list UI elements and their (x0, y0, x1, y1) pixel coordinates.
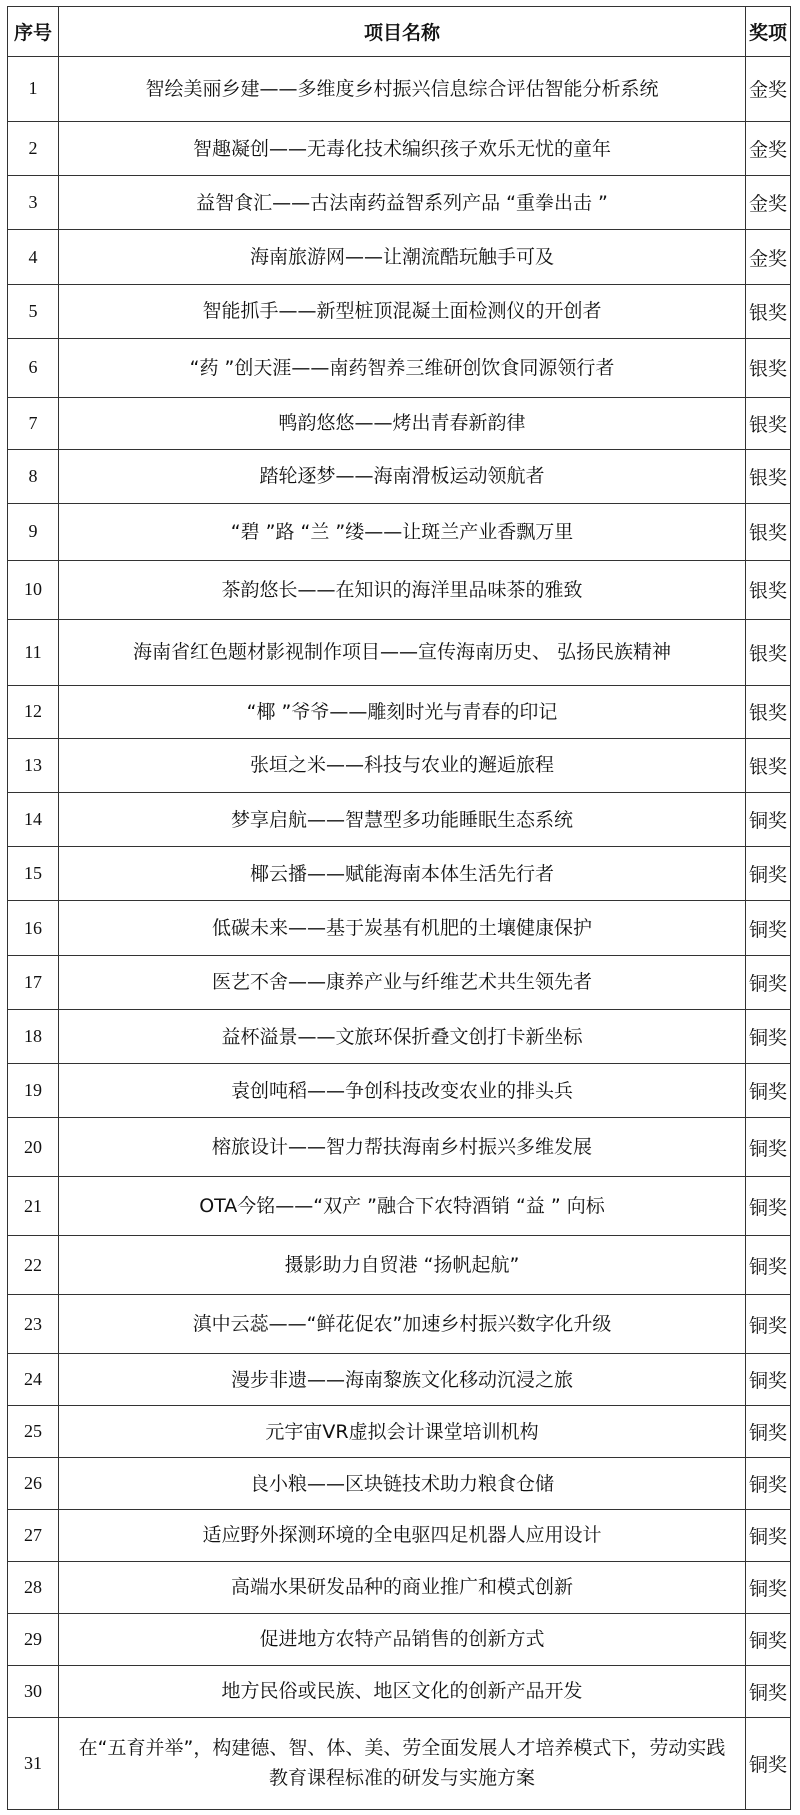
serial-cell: 16 (8, 901, 59, 955)
serial-cell: 12 (8, 685, 59, 738)
serial-cell: 22 (8, 1236, 59, 1295)
table-row (8, 847, 791, 901)
award-cell: 铜奖 (746, 901, 791, 955)
project-name-cell: 海南旅游网——让潮流酷玩触手可及 (59, 230, 746, 284)
project-name-cell: 高端水果研发品种的商业推广和模式创新 (59, 1561, 746, 1613)
serial-cell: 31 (8, 1717, 59, 1809)
award-cell: 铜奖 (746, 1561, 791, 1613)
award-cell: 银奖 (746, 338, 791, 397)
serial-cell: 23 (8, 1295, 59, 1354)
award-cell: 铜奖 (746, 792, 791, 846)
serial-cell: 6 (8, 338, 59, 397)
award-cell: 银奖 (746, 685, 791, 738)
award-cell: 铜奖 (746, 847, 791, 901)
award-cell: 铜奖 (746, 1509, 791, 1561)
table-row (8, 1295, 791, 1354)
project-name-cell: 摄影助力自贸港 “扬帆起航” (59, 1236, 746, 1295)
award-cell: 银奖 (746, 503, 791, 560)
serial-cell: 20 (8, 1118, 59, 1177)
serial-cell: 26 (8, 1458, 59, 1510)
project-name-cell: 良小粮——区块链技术助力粮食仓储 (59, 1458, 746, 1510)
serial-cell: 24 (8, 1354, 59, 1406)
table-row (8, 176, 791, 230)
project-name-cell: 滇中云蕊——“鲜花促农”加速乡村振兴数字化升级 (59, 1295, 746, 1354)
project-name-cell: 榕旅设计——智力帮扶海南乡村振兴多维发展 (59, 1118, 746, 1177)
project-name-cell: 地方民俗或民族、地区文化的创新产品开发 (59, 1665, 746, 1717)
table-row (8, 619, 791, 685)
serial-cell: 28 (8, 1561, 59, 1613)
project-name-cell: “椰 ”爷爷——雕刻时光与青春的印记 (59, 685, 746, 738)
project-name-cell: 袁创吨稻——争创科技改变农业的排头兵 (59, 1064, 746, 1118)
serial-cell: 25 (8, 1406, 59, 1458)
table-row (8, 449, 791, 503)
project-name-cell: 促进地方农特产品销售的创新方式 (59, 1613, 746, 1665)
project-name-cell: 益智食汇——古法南药益智系列产品 “重拳出击 ” (59, 176, 746, 230)
table-row (8, 121, 791, 175)
project-name-cell: 在“五育并举”，构建德、智、体、美、劳全面发展人才培养模式下，劳动实践教育课程标准的研发与实施方案 (59, 1717, 746, 1809)
table-row (8, 1064, 791, 1118)
serial-cell: 4 (8, 230, 59, 284)
award-cell: 铜奖 (746, 1064, 791, 1118)
award-cell: 银奖 (746, 560, 791, 619)
table-row (8, 738, 791, 792)
table-body (8, 57, 791, 1810)
table-row (8, 560, 791, 619)
project-name-cell: 茶韵悠长——在知识的海洋里品味茶的雅致 (59, 560, 746, 619)
award-cell: 铜奖 (746, 1177, 791, 1236)
award-cell: 铜奖 (746, 1458, 791, 1510)
serial-cell: 29 (8, 1613, 59, 1665)
award-cell: 铜奖 (746, 1118, 791, 1177)
project-name-cell: 鸭韵悠悠——烤出青春新韵律 (59, 397, 746, 449)
serial-cell: 17 (8, 955, 59, 1009)
award-cell: 铜奖 (746, 1665, 791, 1717)
table-row (8, 230, 791, 284)
project-name-cell: 海南省红色题材影视制作项目——宣传海南历史、 弘扬民族精神 (59, 619, 746, 685)
table-row (8, 338, 791, 397)
award-cell: 铜奖 (746, 1295, 791, 1354)
serial-cell: 18 (8, 1009, 59, 1063)
table-row (8, 901, 791, 955)
serial-cell: 9 (8, 503, 59, 560)
header-project-name: 项目名称 (59, 7, 746, 57)
table-row (8, 792, 791, 846)
award-cell: 金奖 (746, 176, 791, 230)
project-name-cell: 益杯溢景——文旅环保折叠文创打卡新坐标 (59, 1009, 746, 1063)
table-row (8, 1118, 791, 1177)
project-name-cell: 智能抓手——新型桩顶混凝土面检测仪的开创者 (59, 284, 746, 338)
award-cell: 铜奖 (746, 1236, 791, 1295)
serial-cell: 1 (8, 57, 59, 122)
award-cell: 铜奖 (746, 1406, 791, 1458)
project-name-cell: “药 ”创天涯——南药智养三维研创饮食同源领行者 (59, 338, 746, 397)
serial-cell: 11 (8, 619, 59, 685)
awards-table (7, 6, 791, 1810)
table-row (8, 1509, 791, 1561)
table-row (8, 1009, 791, 1063)
award-cell: 银奖 (746, 738, 791, 792)
table-row (8, 685, 791, 738)
project-name-cell: 低碳未来——基于炭基有机肥的土壤健康保护 (59, 901, 746, 955)
table-row (8, 1236, 791, 1295)
project-name-cell: 适应野外探测环境的全电驱四足机器人应用设计 (59, 1509, 746, 1561)
table-row (8, 1717, 791, 1809)
serial-cell: 14 (8, 792, 59, 846)
serial-cell: 2 (8, 121, 59, 175)
serial-cell: 8 (8, 449, 59, 503)
table-row (8, 397, 791, 449)
serial-cell: 10 (8, 560, 59, 619)
table-row (8, 1177, 791, 1236)
table-row (8, 1458, 791, 1510)
award-cell: 铜奖 (746, 1717, 791, 1809)
project-name-cell: 踏轮逐梦——海南滑板运动领航者 (59, 449, 746, 503)
award-cell: 银奖 (746, 619, 791, 685)
table-row (8, 1406, 791, 1458)
award-cell: 金奖 (746, 121, 791, 175)
serial-cell: 13 (8, 738, 59, 792)
project-name-cell: “碧 ”路 “兰 ”缕——让斑兰产业香飘万里 (59, 503, 746, 560)
serial-cell: 5 (8, 284, 59, 338)
serial-cell: 15 (8, 847, 59, 901)
award-cell: 铜奖 (746, 1009, 791, 1063)
award-cell: 铜奖 (746, 1354, 791, 1406)
project-name-cell: OTA今铭——“双产 ”融合下农特酒销 “益 ” 向标 (59, 1177, 746, 1236)
award-cell: 铜奖 (746, 955, 791, 1009)
serial-cell: 27 (8, 1509, 59, 1561)
table-row (8, 1613, 791, 1665)
serial-cell: 3 (8, 176, 59, 230)
award-cell: 银奖 (746, 397, 791, 449)
header-serial: 序号 (8, 7, 59, 57)
serial-cell: 19 (8, 1064, 59, 1118)
project-name-cell: 智绘美丽乡建——多维度乡村振兴信息综合评估智能分析系统 (59, 57, 746, 122)
table-row (8, 284, 791, 338)
award-cell: 银奖 (746, 449, 791, 503)
serial-cell: 30 (8, 1665, 59, 1717)
serial-cell: 7 (8, 397, 59, 449)
project-name-cell: 漫步非遗——海南黎族文化移动沉浸之旅 (59, 1354, 746, 1406)
serial-cell: 21 (8, 1177, 59, 1236)
award-cell: 金奖 (746, 230, 791, 284)
project-name-cell: 梦享启航——智慧型多功能睡眠生态系统 (59, 792, 746, 846)
table-row (8, 955, 791, 1009)
award-cell: 金奖 (746, 57, 791, 122)
project-name-cell: 元宇宙VR虚拟会计课堂培训机构 (59, 1406, 746, 1458)
header-award: 奖项 (746, 7, 791, 57)
project-name-cell: 医艺不舍——康养产业与纤维艺术共生领先者 (59, 955, 746, 1009)
table-row (8, 57, 791, 122)
table-row (8, 1354, 791, 1406)
project-name-cell: 椰云播——赋能海南本体生活先行者 (59, 847, 746, 901)
table-row (8, 503, 791, 560)
project-name-cell: 张垣之米——科技与农业的邂逅旅程 (59, 738, 746, 792)
award-cell: 银奖 (746, 284, 791, 338)
header-row (8, 7, 791, 57)
table-row (8, 1665, 791, 1717)
table-row (8, 1561, 791, 1613)
project-name-cell: 智趣凝创——无毒化技术编织孩子欢乐无忧的童年 (59, 121, 746, 175)
award-cell: 铜奖 (746, 1613, 791, 1665)
